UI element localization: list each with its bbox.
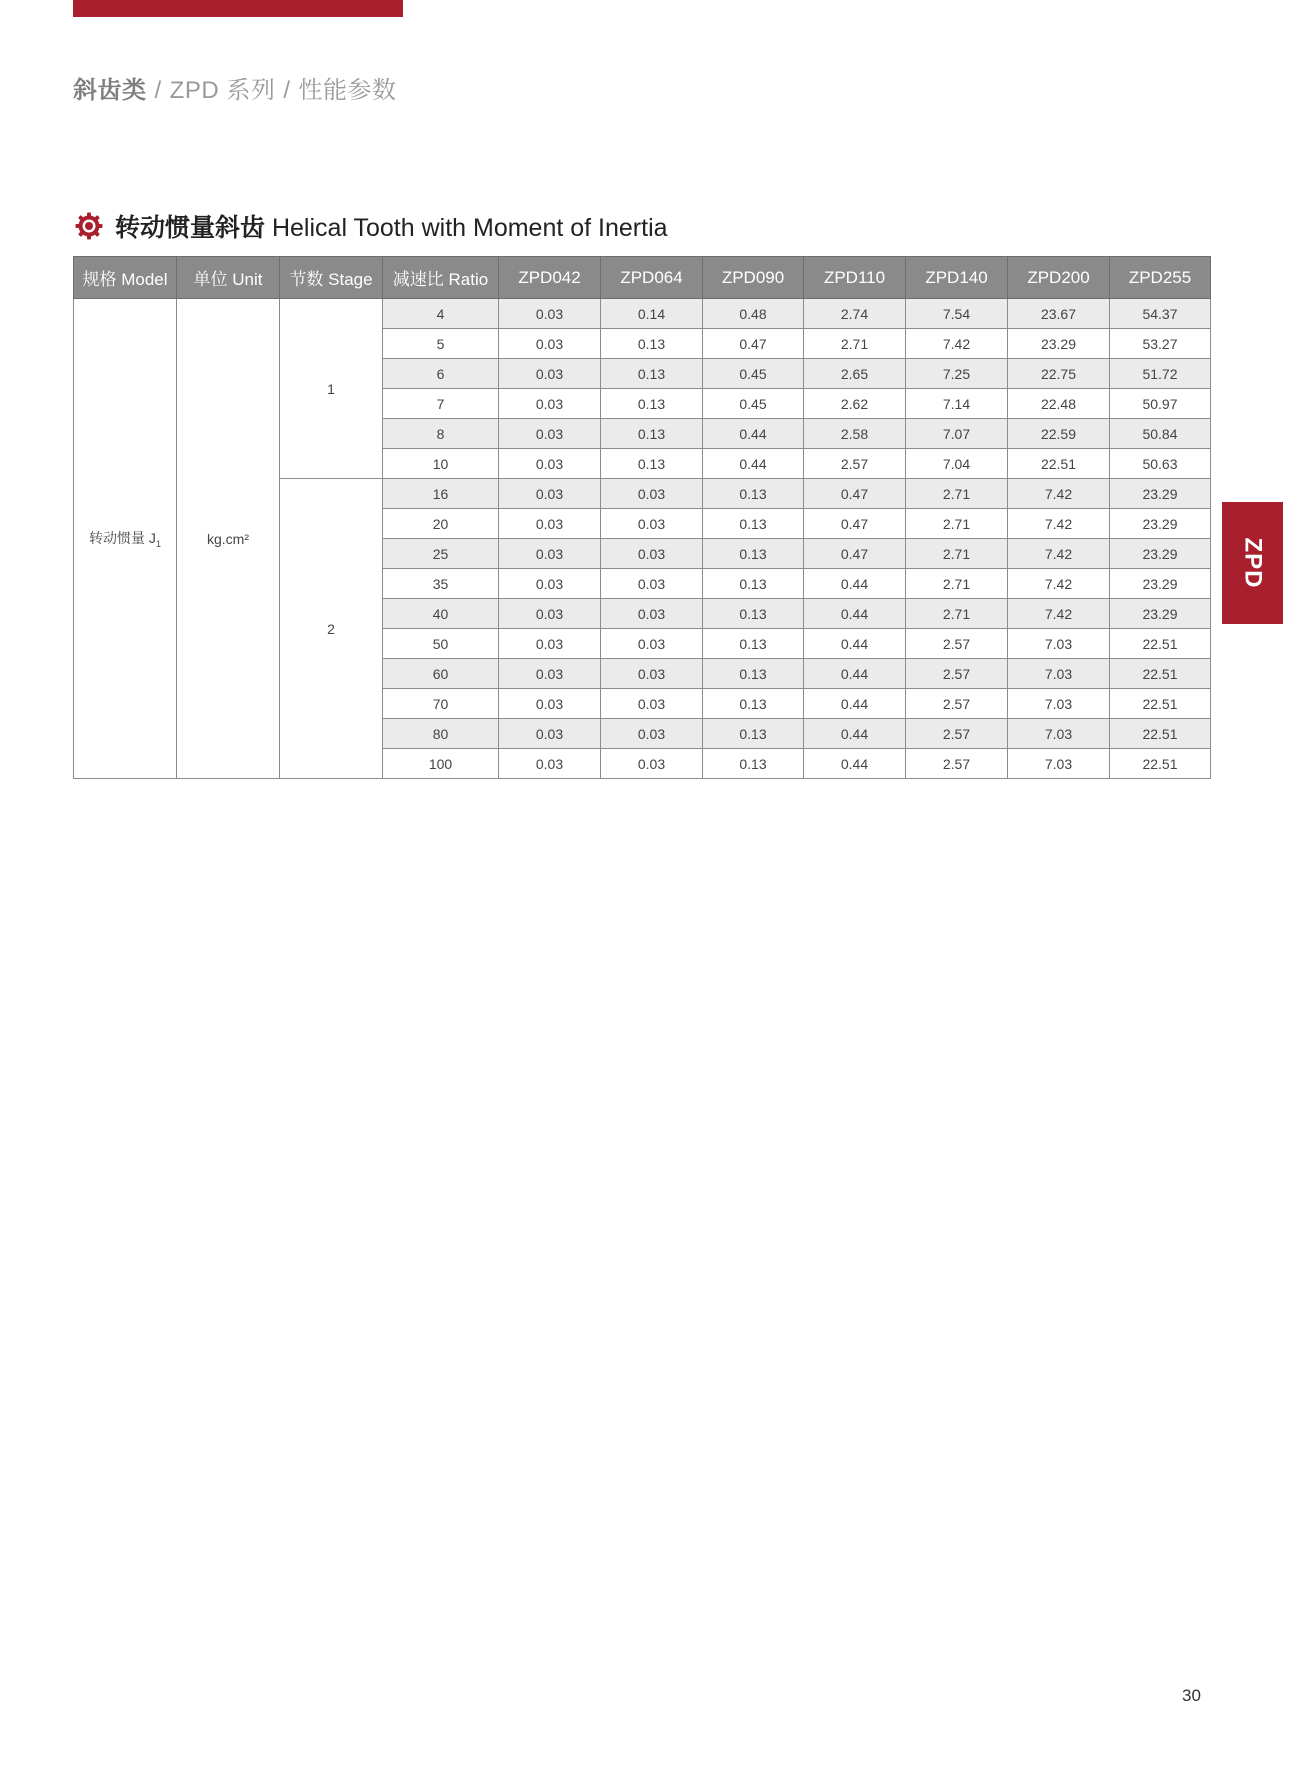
value-cell: 23.29 bbox=[1110, 599, 1211, 629]
value-cell: 0.03 bbox=[499, 659, 601, 689]
value-cell: 7.42 bbox=[1008, 479, 1110, 509]
stage-cell: 1 bbox=[280, 299, 383, 479]
value-cell: 50.97 bbox=[1110, 389, 1211, 419]
value-cell: 0.13 bbox=[703, 749, 804, 779]
page-number: 30 bbox=[1182, 1686, 1201, 1705]
value-cell: 0.45 bbox=[703, 389, 804, 419]
breadcrumb-series: ZPD 系列 bbox=[169, 77, 276, 104]
value-cell: 23.67 bbox=[1008, 299, 1110, 329]
ratio-cell: 5 bbox=[383, 329, 499, 359]
value-cell: 0.03 bbox=[601, 719, 703, 749]
model-subscript: 1 bbox=[155, 538, 161, 549]
value-cell: 0.13 bbox=[601, 419, 703, 449]
table-header-cell: 减速比 Ratio bbox=[383, 257, 499, 299]
value-cell: 23.29 bbox=[1110, 509, 1211, 539]
value-cell: 0.03 bbox=[601, 629, 703, 659]
value-cell: 2.57 bbox=[906, 749, 1008, 779]
value-cell: 22.51 bbox=[1008, 449, 1110, 479]
value-cell: 2.71 bbox=[906, 479, 1008, 509]
breadcrumb-page: 性能参数 bbox=[298, 77, 397, 104]
value-cell: 0.03 bbox=[499, 749, 601, 779]
value-cell: 2.71 bbox=[906, 509, 1008, 539]
value-cell: 0.03 bbox=[499, 719, 601, 749]
value-cell: 0.03 bbox=[499, 629, 601, 659]
value-cell: 0.03 bbox=[601, 539, 703, 569]
ratio-cell: 8 bbox=[383, 419, 499, 449]
table-header-cell: ZPD042 bbox=[499, 257, 601, 299]
table-header-cell: 单位 Unit bbox=[177, 257, 280, 299]
value-cell: 2.71 bbox=[906, 599, 1008, 629]
breadcrumb-separator: / bbox=[283, 77, 291, 104]
value-cell: 2.71 bbox=[804, 329, 906, 359]
value-cell: 0.13 bbox=[703, 629, 804, 659]
value-cell: 0.03 bbox=[499, 599, 601, 629]
value-cell: 0.44 bbox=[703, 419, 804, 449]
ratio-cell: 20 bbox=[383, 509, 499, 539]
value-cell: 0.03 bbox=[499, 359, 601, 389]
value-cell: 23.29 bbox=[1110, 569, 1211, 599]
ratio-cell: 40 bbox=[383, 599, 499, 629]
ratio-cell: 60 bbox=[383, 659, 499, 689]
table-header-cell: ZPD064 bbox=[601, 257, 703, 299]
value-cell: 0.03 bbox=[499, 389, 601, 419]
value-cell: 2.58 bbox=[804, 419, 906, 449]
value-cell: 0.44 bbox=[804, 659, 906, 689]
value-cell: 2.57 bbox=[906, 689, 1008, 719]
value-cell: 2.62 bbox=[804, 389, 906, 419]
value-cell: 7.42 bbox=[906, 329, 1008, 359]
value-cell: 0.44 bbox=[804, 719, 906, 749]
value-cell: 7.42 bbox=[1008, 599, 1110, 629]
gear-icon bbox=[75, 212, 103, 240]
value-cell: 0.44 bbox=[804, 689, 906, 719]
section-title-text bbox=[115, 208, 668, 244]
ratio-cell: 80 bbox=[383, 719, 499, 749]
breadcrumb-separator: / bbox=[154, 77, 162, 104]
value-cell: 0.03 bbox=[499, 479, 601, 509]
value-cell: 7.04 bbox=[906, 449, 1008, 479]
value-cell: 0.14 bbox=[601, 299, 703, 329]
value-cell: 0.13 bbox=[703, 659, 804, 689]
value-cell: 0.44 bbox=[804, 599, 906, 629]
table-row bbox=[74, 299, 1211, 329]
value-cell: 0.03 bbox=[499, 419, 601, 449]
ratio-cell: 70 bbox=[383, 689, 499, 719]
value-cell: 0.03 bbox=[499, 569, 601, 599]
value-cell: 0.03 bbox=[601, 509, 703, 539]
table-header-cell: ZPD140 bbox=[906, 257, 1008, 299]
value-cell: 2.65 bbox=[804, 359, 906, 389]
ratio-cell: 35 bbox=[383, 569, 499, 599]
value-cell: 0.45 bbox=[703, 359, 804, 389]
inertia-table bbox=[73, 256, 1211, 779]
value-cell: 23.29 bbox=[1008, 329, 1110, 359]
value-cell: 0.47 bbox=[804, 509, 906, 539]
value-cell: 0.13 bbox=[703, 599, 804, 629]
ratio-cell: 50 bbox=[383, 629, 499, 659]
ratio-cell: 25 bbox=[383, 539, 499, 569]
breadcrumb-category: 斜齿类 bbox=[73, 77, 147, 104]
value-cell: 0.03 bbox=[499, 689, 601, 719]
value-cell: 23.29 bbox=[1110, 479, 1211, 509]
value-cell: 50.84 bbox=[1110, 419, 1211, 449]
value-cell: 2.57 bbox=[906, 659, 1008, 689]
value-cell: 0.13 bbox=[703, 719, 804, 749]
value-cell: 0.13 bbox=[703, 509, 804, 539]
value-cell: 2.57 bbox=[804, 449, 906, 479]
top-accent-bar bbox=[73, 0, 403, 17]
table-header-cell: 节数 Stage bbox=[280, 257, 383, 299]
value-cell: 0.47 bbox=[804, 479, 906, 509]
value-cell: 7.42 bbox=[1008, 509, 1110, 539]
model-cell bbox=[74, 299, 177, 779]
value-cell: 2.71 bbox=[906, 569, 1008, 599]
value-cell: 22.48 bbox=[1008, 389, 1110, 419]
value-cell: 2.57 bbox=[906, 629, 1008, 659]
table-header-cell: 规格 Model bbox=[74, 257, 177, 299]
value-cell: 0.03 bbox=[601, 599, 703, 629]
ratio-cell: 6 bbox=[383, 359, 499, 389]
value-cell: 7.03 bbox=[1008, 629, 1110, 659]
value-cell: 0.03 bbox=[601, 479, 703, 509]
value-cell: 22.51 bbox=[1110, 719, 1211, 749]
ratio-cell: 100 bbox=[383, 749, 499, 779]
value-cell: 2.74 bbox=[804, 299, 906, 329]
value-cell: 22.59 bbox=[1008, 419, 1110, 449]
value-cell: 2.71 bbox=[906, 539, 1008, 569]
value-cell: 0.03 bbox=[601, 659, 703, 689]
ratio-cell: 7 bbox=[383, 389, 499, 419]
section-title-en: Helical Tooth with Moment of Inertia bbox=[271, 214, 668, 242]
value-cell: 0.13 bbox=[601, 359, 703, 389]
model-label: 转动惯量 J bbox=[89, 530, 156, 547]
value-cell: 7.03 bbox=[1008, 719, 1110, 749]
section-title-cn: 转动惯量斜齿 bbox=[115, 214, 266, 242]
value-cell: 7.25 bbox=[906, 359, 1008, 389]
side-tab-label: ZPD bbox=[1239, 537, 1267, 589]
value-cell: 50.63 bbox=[1110, 449, 1211, 479]
value-cell: 0.03 bbox=[499, 509, 601, 539]
table-header-cell: ZPD255 bbox=[1110, 257, 1211, 299]
value-cell: 22.51 bbox=[1110, 659, 1211, 689]
value-cell: 0.13 bbox=[703, 479, 804, 509]
value-cell: 0.44 bbox=[804, 749, 906, 779]
value-cell: 7.42 bbox=[1008, 539, 1110, 569]
value-cell: 0.13 bbox=[601, 449, 703, 479]
table-header-cell: ZPD090 bbox=[703, 257, 804, 299]
ratio-cell: 16 bbox=[383, 479, 499, 509]
value-cell: 23.29 bbox=[1110, 539, 1211, 569]
value-cell: 22.51 bbox=[1110, 629, 1211, 659]
breadcrumb bbox=[73, 70, 397, 105]
value-cell: 0.44 bbox=[804, 629, 906, 659]
ratio-cell: 10 bbox=[383, 449, 499, 479]
value-cell: 0.13 bbox=[703, 539, 804, 569]
value-cell: 0.03 bbox=[499, 539, 601, 569]
value-cell: 2.57 bbox=[906, 719, 1008, 749]
value-cell: 0.03 bbox=[499, 449, 601, 479]
table-header-row bbox=[74, 257, 1211, 299]
value-cell: 0.13 bbox=[601, 329, 703, 359]
value-cell: 22.51 bbox=[1110, 749, 1211, 779]
side-tab bbox=[1222, 502, 1283, 624]
value-cell: 7.54 bbox=[906, 299, 1008, 329]
value-cell: 0.03 bbox=[499, 329, 601, 359]
value-cell: 0.13 bbox=[601, 389, 703, 419]
value-cell: 7.03 bbox=[1008, 749, 1110, 779]
value-cell: 0.03 bbox=[601, 689, 703, 719]
value-cell: 7.03 bbox=[1008, 659, 1110, 689]
section-title bbox=[75, 208, 668, 244]
value-cell: 0.03 bbox=[601, 569, 703, 599]
value-cell: 0.44 bbox=[703, 449, 804, 479]
value-cell: 0.03 bbox=[499, 299, 601, 329]
value-cell: 0.44 bbox=[804, 569, 906, 599]
value-cell: 0.13 bbox=[703, 689, 804, 719]
value-cell: 7.07 bbox=[906, 419, 1008, 449]
value-cell: 22.51 bbox=[1110, 689, 1211, 719]
value-cell: 0.03 bbox=[601, 749, 703, 779]
value-cell: 51.72 bbox=[1110, 359, 1211, 389]
value-cell: 7.42 bbox=[1008, 569, 1110, 599]
value-cell: 7.03 bbox=[1008, 689, 1110, 719]
stage-cell: 2 bbox=[280, 479, 383, 779]
table-header-cell: ZPD200 bbox=[1008, 257, 1110, 299]
value-cell: 0.13 bbox=[703, 569, 804, 599]
value-cell: 22.75 bbox=[1008, 359, 1110, 389]
value-cell: 0.48 bbox=[703, 299, 804, 329]
table-header-cell: ZPD110 bbox=[804, 257, 906, 299]
unit-cell: kg.cm² bbox=[177, 299, 280, 779]
value-cell: 0.47 bbox=[703, 329, 804, 359]
value-cell: 53.27 bbox=[1110, 329, 1211, 359]
value-cell: 54.37 bbox=[1110, 299, 1211, 329]
value-cell: 0.47 bbox=[804, 539, 906, 569]
value-cell: 7.14 bbox=[906, 389, 1008, 419]
ratio-cell: 4 bbox=[383, 299, 499, 329]
